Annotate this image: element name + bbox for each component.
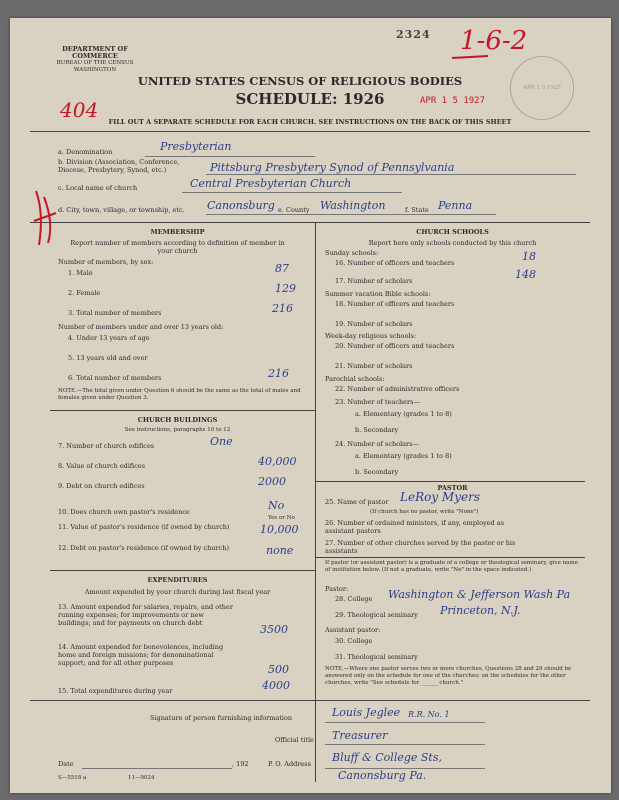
graduate-note: If pastor (or assistant pastor) is a graduate of a college or theological seminary, give name of institution below. (If not a graduate, write "No" in the space indicated.) xyxy=(325,560,578,573)
q29-label: 29. Theological seminary xyxy=(335,611,418,619)
print-number: 11—9024 xyxy=(128,775,155,781)
state-value[interactable]: Penna xyxy=(438,199,473,212)
schedule-title: SCHEDULE: 1926 xyxy=(235,90,385,108)
q31-label: 31. Theological seminary xyxy=(335,653,418,661)
q9-label: 9. Debt on church edifices xyxy=(58,482,145,490)
q11-value[interactable]: 10,000 xyxy=(260,523,299,536)
q23a-label: a. Elementary (grades 1 to 8) xyxy=(355,410,452,418)
q6-value[interactable]: 216 xyxy=(268,367,289,380)
q24-label: 24. Number of scholars— xyxy=(335,440,419,448)
q17-value[interactable]: 148 xyxy=(515,268,536,281)
division-label: b. Division (Association, Conference, Diocese, Presbytery, Synod, etc.) xyxy=(58,158,180,174)
q10-label: 10. Does church own pastor's residence xyxy=(58,508,190,516)
q15-value[interactable]: 4000 xyxy=(262,679,290,692)
official-title-label: Official title xyxy=(275,736,314,744)
q22-label: 22. Number of administrative officers xyxy=(335,385,460,393)
department-block xyxy=(40,46,150,74)
q2-value[interactable]: 129 xyxy=(275,282,296,295)
q19-label: 19. Number of scholars xyxy=(335,320,413,328)
q13-value[interactable]: 3500 xyxy=(260,623,288,636)
q9-value[interactable]: 2000 xyxy=(258,475,286,488)
q16-label: 16. Number of officers and teachers xyxy=(335,259,455,267)
bureau-city: WASHINGTON xyxy=(73,67,117,73)
address-line-2[interactable]: Canonsburg Pa. xyxy=(338,769,427,782)
q3-label: 3. Total number of members xyxy=(68,309,162,317)
pastor-note: NOTE.—Where one pastor serves two or more churches, Questions 28 and 29 should be answered only on the schedule for one of the churches; on the schedules for the other churches, write "See schedule for ______ church." xyxy=(325,666,572,686)
church-name-value[interactable]: Central Presbyterian Church xyxy=(190,177,352,190)
red-pencil-mark xyxy=(30,183,60,253)
schools-intro: Report here only schools conducted by this church xyxy=(368,239,537,247)
division-value[interactable]: Pittsburg Presbytery Synod of Pennsylvania xyxy=(210,161,455,174)
q8-label: 8. Value of church edifices xyxy=(58,462,146,470)
q4-label: 4. Under 13 years of age xyxy=(68,334,150,342)
signature-label: Signature of person furnishing information xyxy=(150,714,293,722)
q1-label: 1. Male xyxy=(68,269,93,277)
bureau-name: BUREAU OF THE CENSUS xyxy=(56,60,134,66)
county-value[interactable]: Washington xyxy=(320,199,386,212)
q20-label: 20. Number of officers and teachers xyxy=(335,342,455,350)
sunday-schools-label: Sunday schools: xyxy=(325,249,379,257)
q23b-label: b. Secondary xyxy=(355,426,399,434)
denomination-label: a. Denomination xyxy=(58,148,113,156)
yes-no-hint: Yes or No xyxy=(268,515,295,521)
schools-title: CHURCH SCHOOLS xyxy=(416,228,489,236)
signature-value[interactable]: Louis Jeglee xyxy=(332,706,401,719)
q28-label: 28. College xyxy=(335,595,373,603)
q5-label: 5. 13 years old and over xyxy=(68,354,148,362)
city-value[interactable]: Canonsburg xyxy=(207,199,275,212)
pastor-title: PASTOR xyxy=(437,484,468,492)
q24a-label: a. Elementary (grades 1 to 8) xyxy=(355,452,452,460)
q8-value[interactable]: 40,000 xyxy=(258,455,297,468)
q21-label: 21. Number of scholars xyxy=(335,362,413,370)
buildings-subtitle: See instructions, paragraphs 10 to 12 xyxy=(124,427,231,433)
red-underline-mark xyxy=(450,48,490,68)
expenditures-title: EXPENDITURES xyxy=(147,576,208,584)
received-stamp: APR 1 5 1927 xyxy=(420,96,486,106)
expenditures-subtitle: Amount expended by your church during last fiscal year xyxy=(84,588,271,596)
pastor-subheader: Pastor: xyxy=(325,585,349,593)
q26-label: 26. Number of ordained ministers, if any, employed as assistant pastors xyxy=(325,519,504,535)
stamp-number: 2324 xyxy=(396,28,431,41)
assistant-subheader: Assistant pastor: xyxy=(325,626,381,634)
q13-label: 13. Amount expended for salaries, repairs, and other running expenses; for improvements or new buildings; and for payments on church debt xyxy=(58,603,233,627)
q28-value[interactable]: Washington & Jefferson Wash Pa xyxy=(388,588,571,601)
address-line-1[interactable]: Bluff & College Sts, xyxy=(332,751,442,764)
q16-value[interactable]: 18 xyxy=(522,250,536,263)
state-label: f. State xyxy=(405,206,429,214)
form-title: UNITED STATES CENSUS OF RELIGIOUS BODIES xyxy=(137,74,463,88)
q15-label: 15. Total expenditures during year xyxy=(58,687,173,695)
census-schedule-sheet xyxy=(10,18,611,793)
q1-value[interactable]: 87 xyxy=(275,262,289,275)
q11-label: 11. Value of pastor's residence (if owned by church) xyxy=(58,523,230,531)
q7-value[interactable]: One xyxy=(210,435,233,448)
q17-label: 17. Number of scholars xyxy=(335,277,413,285)
q25-note: (If church has no pastor, write "None") xyxy=(370,509,479,515)
age-header: Number of members under and over 13 years old: xyxy=(58,323,224,331)
date-label: Date xyxy=(58,760,74,768)
q6-label: 6. Total number of members xyxy=(68,374,162,382)
q14-label: 14. Amount expended for benevolences, including home and foreign missions; for denominational support; and for all other purposes xyxy=(58,643,224,667)
signature-extra: R.R. No. 1 xyxy=(408,710,450,719)
q2-label: 2. Female xyxy=(68,289,101,297)
city-label: d. City, town, village, or township, etc. xyxy=(58,206,185,214)
q29-value[interactable]: Princeton, N.J. xyxy=(440,604,521,617)
weekday-schools-label: Week-day religious schools: xyxy=(325,332,417,340)
q27-label: 27. Number of other churches served by the pastor or his assistants xyxy=(325,539,516,555)
form-number: S—5518 a xyxy=(58,775,87,781)
membership-title: MEMBERSHIP xyxy=(150,228,205,236)
postmark-stamp xyxy=(510,56,574,120)
denomination-value[interactable]: Presbyterian xyxy=(160,140,232,153)
parochial-schools-label: Parochial schools: xyxy=(325,375,385,383)
handwritten-code: 1-6-2 xyxy=(460,26,528,56)
q23-label: 23. Number of teachers— xyxy=(335,398,420,406)
official-title-value[interactable]: Treasurer xyxy=(332,729,388,742)
q3-value[interactable]: 216 xyxy=(272,302,293,315)
postmark-date: APR 1 5 1927 xyxy=(522,85,562,91)
q7-label: 7. Number of church edifices xyxy=(58,442,155,450)
q18-label: 18. Number of officers and teachers xyxy=(335,300,455,308)
summer-schools-label: Summer vacation Bible schools: xyxy=(325,290,431,298)
membership-intro: Report number of members according to definition of member in your church xyxy=(70,239,285,255)
q12-value[interactable]: none xyxy=(266,544,294,557)
buildings-title: CHURCH BUILDINGS xyxy=(137,416,218,424)
department-name: DEPARTMENT OF COMMERCE xyxy=(62,45,128,60)
q25-label: 25. Name of pastor xyxy=(325,498,389,506)
county-label: e. County xyxy=(278,206,310,214)
q12-label: 12. Debt on pastor's residence (if owned by church) xyxy=(58,544,229,552)
handwritten-number: 404 xyxy=(60,98,99,122)
church-name-label: c. Local name of church xyxy=(58,184,138,192)
date-year: , 192 xyxy=(232,760,249,768)
membership-note: NOTE.—The total given under Question 6 should be the same as the total of males and females given under Question 3. xyxy=(58,388,301,401)
instruction-line: FILL OUT A SEPARATE SCHEDULE FOR EACH CHURCH. SEE INSTRUCTIONS ON THE BACK OF THIS SHEET xyxy=(108,118,512,126)
q30-label: 30. College xyxy=(335,637,373,645)
q14-value[interactable]: 500 xyxy=(268,663,289,676)
q24b-label: b. Secondary xyxy=(355,468,399,476)
q25-value[interactable]: LeRoy Myers xyxy=(400,490,480,504)
address-label: P. O. Address xyxy=(268,760,311,768)
q10-value[interactable]: No xyxy=(268,499,285,512)
members-by-sex-label: Number of members, by sex: xyxy=(58,258,154,266)
